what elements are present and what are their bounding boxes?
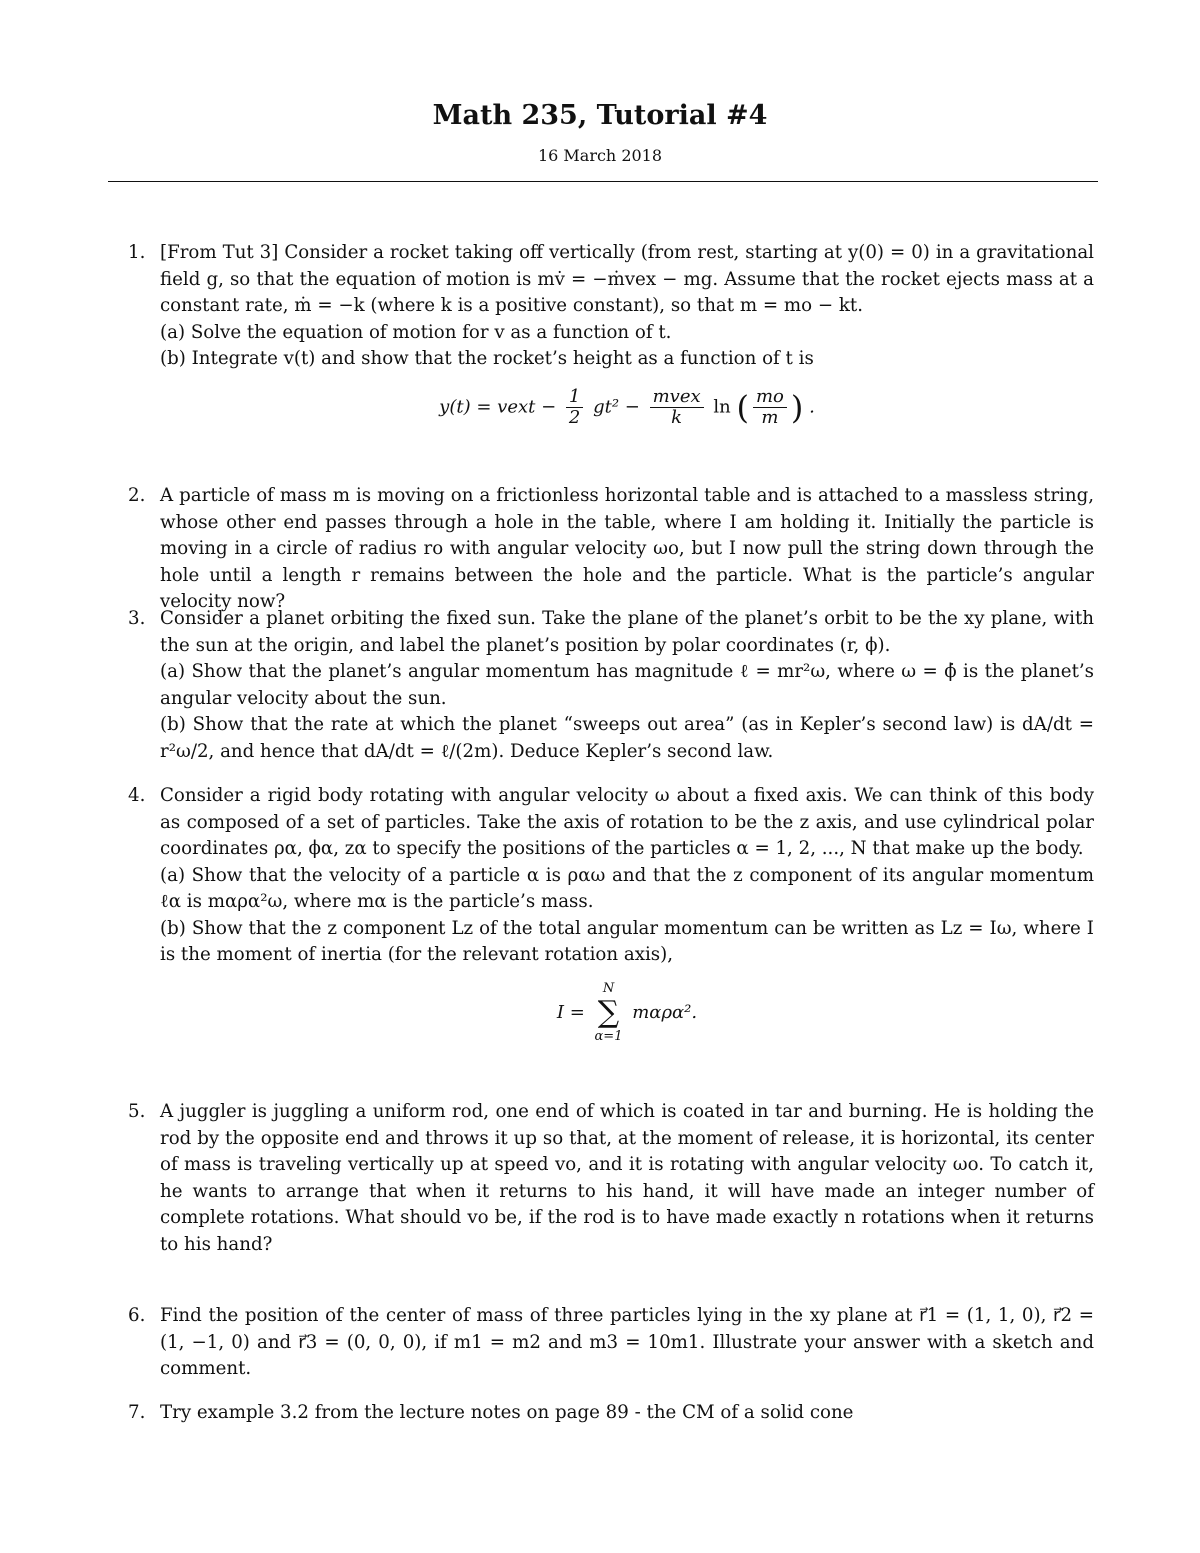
problem-text: Consider a planet orbiting the fixed sun. Take the plane of the planet’s orbit to be the xy plane, with the sun at the origin, and label the planet’s position by polar coordinates (r, ϕ).	[160, 608, 1094, 656]
sum-lower-limit: α=1	[594, 1028, 623, 1044]
inertia-equation	[160, 981, 1094, 1045]
problem-number: 1.	[128, 242, 146, 263]
problem-4	[128, 783, 1094, 1045]
problem-text: Try example 3.2 from the lecture notes on page 89 - the CM of a solid cone	[160, 1402, 854, 1423]
part-b: (b) Integrate v(t) and show that the rocket’s height as a function of t is	[160, 348, 814, 369]
problem-number: 5.	[128, 1101, 146, 1122]
frac-denominator: m	[761, 406, 779, 428]
sum-upper-limit: N	[602, 980, 615, 996]
problem-text: Consider a rigid body rotating with angular velocity ω about a fixed axis. We can think of this body as composed of a set of particles. Take the axis of rotation to be the z axis, and use cylindrical polar coordinates ρα, ϕα, zα to specify the positions of the particles α = 1, 2, ..., N that make up the body.	[160, 785, 1094, 859]
eq-lhs: I =	[556, 1001, 585, 1023]
frac-denominator: 2	[568, 406, 581, 428]
problem-number: 6.	[128, 1305, 146, 1326]
sigma-symbol: ∑	[597, 994, 620, 1030]
frac-numerator: mo	[753, 387, 787, 408]
part-b: (b) Show that the z component Lz of the total angular momentum can be written as Lz = Iω, where I is the moment of inertia (for the relevant rotation axis),	[160, 917, 1094, 965]
eq-rhs: mαρα².	[632, 1001, 698, 1023]
part-a: (a) Show that the planet’s angular momentum has magnitude ℓ = mr²ω, where ω = ϕ̇ is the planet’s angular velocity about the sun.	[160, 661, 1094, 709]
left-paren: (	[736, 387, 749, 426]
problem-7	[128, 1400, 1094, 1427]
problem-6	[128, 1303, 1094, 1383]
problem-number: 2.	[128, 485, 146, 506]
problem-text: A juggler is juggling a uniform rod, one end of which is coated in tar and burning. He is holding the rod by the opposite end and throws it up so that, at the moment of release, it is horizontal, its center of mass is traveling vertically up at speed vo, and it is rotating with angular velocity ωo. To catch it, he wants to arrange that when it returns to his hand, it will have made an integer number of complete rotations. What should vo be, if the rod is to have made exactly n rotations when it returns to his hand?	[160, 1101, 1094, 1255]
problem-1	[128, 240, 1094, 434]
problem-text: Find the position of the center of mass of three particles lying in the xy plane at r⃗1 = (1, 1, 0), r⃗2 = (1, −1, 0) and r⃗3 = (0, 0, 0), if m1 = m2 and m3 = 10m1. Illustrate your answer with a sketch and comment.	[160, 1305, 1094, 1379]
problem-3	[128, 606, 1094, 765]
problem-number: 3.	[128, 608, 146, 629]
eq-ln: ln	[713, 396, 731, 417]
fraction-mo-m	[753, 387, 787, 428]
header-divider	[108, 181, 1098, 182]
problem-number: 7.	[128, 1402, 146, 1423]
eq-mid: gt² −	[593, 396, 640, 417]
problem-text: A particle of mass m is moving on a frictionless horizontal table and is attached to a massless string, whose other end passes through a hole in the table, where I am holding it. Initially the particle is moving in a circle of radius ro with angular velocity ωo, but I now pull the string down through the hole until a length r remains between the hole and the particle. What is the particle’s angular velocity now?	[160, 485, 1094, 612]
frac-numerator: mvex	[650, 387, 704, 408]
fraction-half	[566, 387, 583, 428]
part-b: (b) Show that the rate at which the planet “sweeps out area” (as in Kepler’s second law) is dA/dt = r²ω/2, and hence that dA/dt = ℓ/(2m). Deduce Kepler’s second law.	[160, 714, 1094, 762]
part-a: (a) Solve the equation of motion for v as a function of t.	[160, 321, 672, 343]
page-title: Math 235, Tutorial #4	[432, 100, 768, 131]
problem-number: 4.	[128, 785, 146, 806]
fraction-mvex-k	[650, 387, 704, 428]
problem-2	[128, 483, 1094, 616]
page-date: 16 March 2018	[537, 146, 663, 165]
summation	[595, 981, 623, 1045]
frac-numerator: 1	[566, 387, 583, 408]
part-a: (a) Show that the velocity of a particle α is ραω and that the z component of its angular momentum ℓα is mαρα²ω, where mα is the particle’s mass.	[160, 864, 1094, 912]
eq-end: .	[809, 396, 815, 417]
right-paren: )	[790, 387, 804, 426]
frac-denominator: k	[671, 406, 683, 428]
eq-lhs: y(t) = vext −	[439, 396, 557, 417]
height-equation	[160, 387, 1094, 428]
problem-text: [From Tut 3] Consider a rocket taking off vertically (from rest, starting at y(0) = 0) in a gravitational field g, so that the equation of motion is mv̇ = −ṁvex − mg. Assume that the rocket ejects mass at a constant rate, ṁ = −k (where k is a positive constant), so that m = mo − kt.	[160, 242, 1094, 316]
problem-5	[128, 1099, 1094, 1258]
